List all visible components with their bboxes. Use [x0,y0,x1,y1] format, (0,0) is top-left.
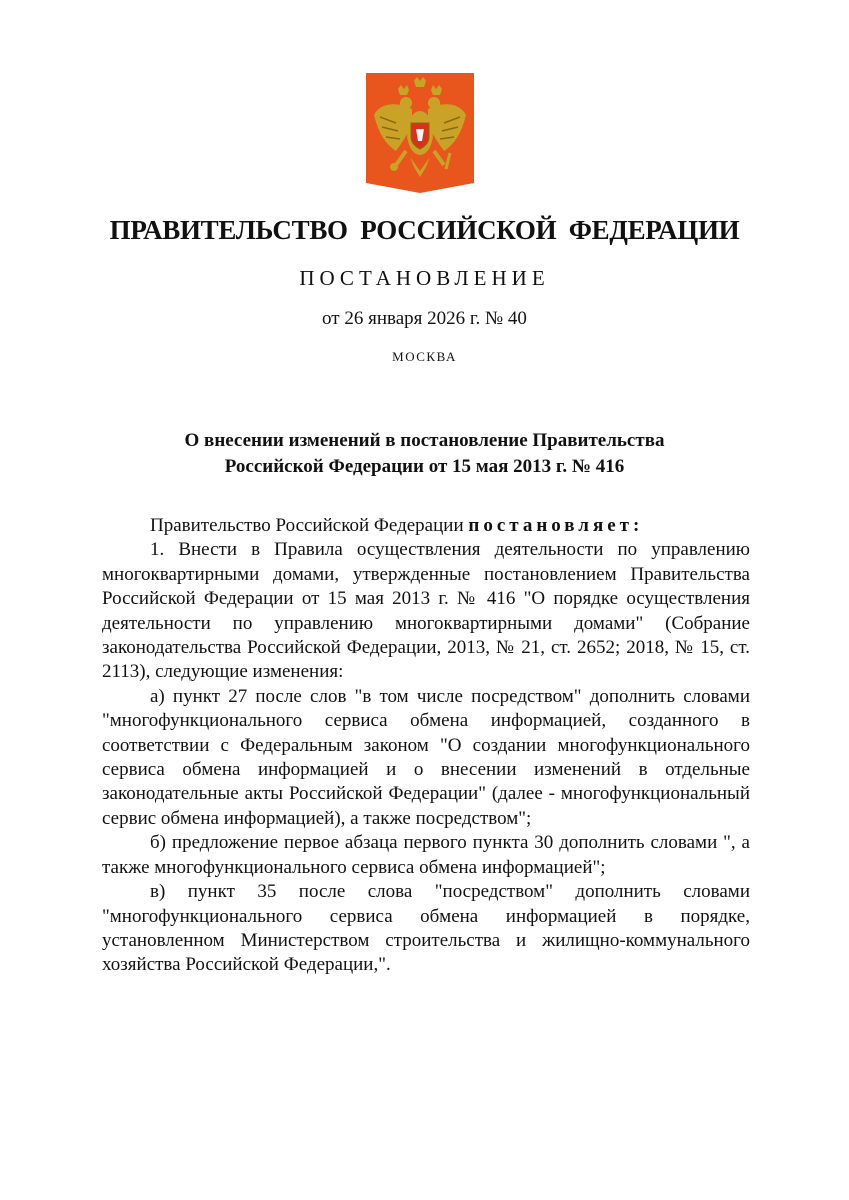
decree-verb: постановляет: [468,515,644,536]
coat-of-arms-icon [366,73,474,193]
document-type: ПОСТАНОВЛЕНИЕ [299,266,550,290]
document-subject [0,428,849,480]
subject-line-1: О внесении изменений в постановление Правительства [184,430,665,451]
document-body [102,514,750,978]
subject-line-2: Российской Федерации от 15 мая 2013 г. № 416 [224,456,625,477]
government-title: ПРАВИТЕЛЬСТВО РОССИЙСКОЙ ФЕДЕРАЦИИ [109,215,740,245]
preamble-paragraph [102,514,750,538]
subitem-b-paragraph: б) предложение первое абзаца первого пункта 30 дополнить словами ", а также многофункционального сервиса обмена информацией"; [102,832,750,878]
document-date-number: от 26 января 2026 г. № 40 [322,308,527,329]
preamble-text: Правительство Российской Федерации [150,515,464,536]
subitem-a-paragraph: а) пункт 27 после слов "в том числе посредством" дополнить словами "многофункционального сервиса обмена информацией, созданного в соответствии с Федеральным законом "О создании многофункционального сервиса обмена информацией и о внесении изменений в отдельные законодательные акты Российской Федерации" (далее - многофункциональный сервис обмена информацией), а также посредством"; [102,685,750,829]
item-1-paragraph: 1. Внести в Правила осуществления деятельности по управлению многоквартирными домами, утвержденные постановлением Правительства Российской Федерации от 15 мая 2013 г. № 416 "О порядке осуществления деятельности по управлению многоквартирными домами" (Собрание законодательства Российской Федерации, 2013, № 21, ст. 2652; 2018, № 15, ст. 2113), следующие изменения: [102,539,750,683]
document-city: МОСКВА [392,349,457,364]
subitem-c-paragraph: в) пункт 35 после слова "посредством" дополнить словами "многофункционального сервиса обмена информацией в порядке, установленном Министерством строительства и жилищно-коммунального хозяйства Российской Федерации,". [102,881,750,976]
